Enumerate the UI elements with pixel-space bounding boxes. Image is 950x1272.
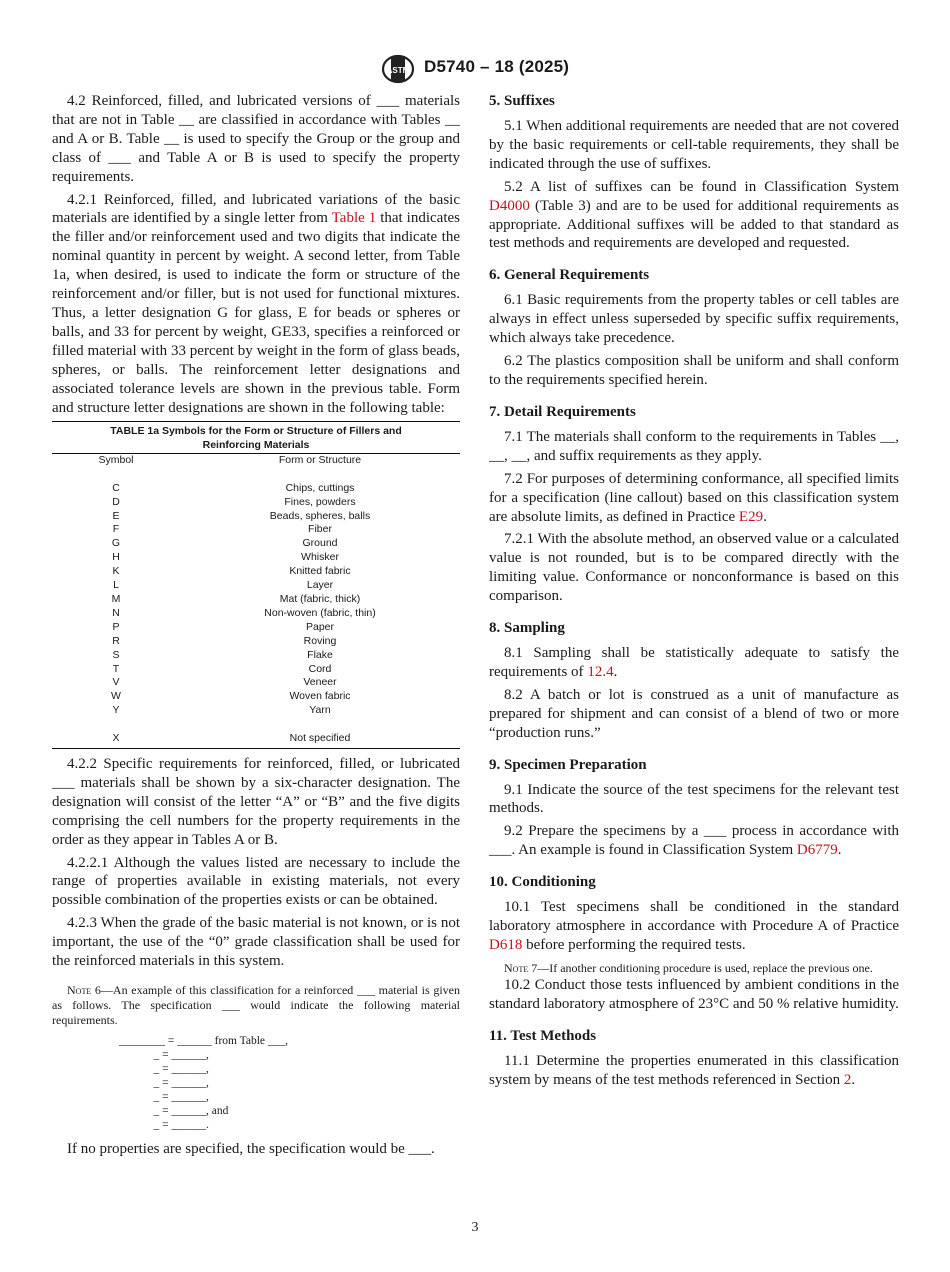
- example-line: _ = ______,: [119, 1091, 209, 1103]
- table-row: [52, 537, 460, 551]
- paragraph-4-2: 4.2 Reinforced, filled, and lubricated versions of ___ materials that are not in Table __ are classified in accordance with Tables __ and A or B. Table __ is used to specify the Group or the group and class of ___ and Table A or B is used to specify the property requirements.: [52, 93, 460, 185]
- paragraph-4-2-2: 4.2.2 Specific requirements for reinforced, filled, or lubricated ___ materials shall be shown by a six-character designation. The designation will consist of the letter “A” or “B” and the five digits comprising the cell numbers for the property requirements in the order as they appear in Tables A or B.: [52, 756, 460, 848]
- note-6: Note 6—An example of this classification for a reinforced ___ material is given as follows. The specification ___ would indicate the following material requirements.: [52, 983, 460, 1027]
- table-row: [52, 676, 460, 690]
- table-row: [52, 607, 460, 621]
- e29-link[interactable]: E29: [738, 508, 764, 525]
- paragraph-4-2-3: 4.2.3 When the grade of the basic material is not known, or is not important, the use of the “0” grade classification shall be used for the reinforced materials in this system.: [52, 915, 460, 970]
- table-1-link[interactable]: Table 1: [331, 210, 377, 227]
- table-1a-title: TABLE 1a Symbols for the Form or Structure of Fillers and Reinforcing Materials: [52, 422, 460, 453]
- astm-logo-icon: [380, 54, 416, 84]
- form-cell: Cord: [308, 662, 332, 675]
- table-row: [52, 523, 460, 537]
- table-row: [52, 510, 460, 524]
- form-cell: Yarn: [309, 704, 331, 717]
- table-row: [52, 565, 460, 579]
- section-title: 8. Sampling: [489, 620, 565, 637]
- form-cell: Knitted fabric: [289, 565, 351, 578]
- section-title: 10. Conditioning: [489, 874, 596, 891]
- table-row: [52, 496, 460, 510]
- paragraph-4-2-2-1: 4.2.2.1 Although the values listed are necessary to include the range of properties available in existing materials, not every possible combination of the properties exists or can be obtained.: [52, 854, 460, 909]
- column-header-form: Form or Structure: [278, 453, 362, 466]
- section-10: 10. Conditioning 10.1 Test specimens shall be conditioned in the standard laboratory atmosphere in accordance with Procedure A of Practice D618 before performing the required tests. Note 7—If another conditioning procedure is used, replace the previous one. 10.2 Conduct those tests influenced by ambient conditions in the standard laboratory atmosphere of 23°C and 50 % relative humidity.: [489, 874, 899, 1012]
- table-row: [52, 551, 460, 565]
- no-properties-sentence: If no properties are specified, the specification would be ___.: [67, 1141, 435, 1157]
- symbol-cell: C: [112, 481, 120, 494]
- table-body: [52, 482, 460, 718]
- symbol-cell: V: [112, 676, 120, 689]
- form-cell: Whisker: [301, 551, 339, 564]
- table-header-row: [52, 454, 460, 468]
- symbol-cell: G: [111, 537, 121, 550]
- symbol-cell: E: [112, 509, 120, 522]
- section-2-link[interactable]: 2: [843, 1071, 852, 1088]
- form-cell: Chips, cuttings: [285, 481, 355, 494]
- section-7: 7. Detail Requirements 7.1 The materials shall conform to the requirements in Tables __, __, __, and suffix requirements as they apply. 7.2 For purposes of determining conformance, all specified limits for a specification (line callout) based on this classification system are absolute limits, as defined in Practice E29. 7.2.1 With the absolute method, an observed value or a calculated value is not rounded, but is to be compared directly with the limiting value. Conformance or nonconformance is based on this comparison.: [489, 403, 899, 605]
- form-cell: Fiber: [308, 523, 332, 536]
- form-cell: Veneer: [303, 676, 337, 689]
- table-row: [52, 482, 460, 496]
- table-row: [52, 649, 460, 663]
- example-line: ________ = ______ from Table ___,: [119, 1035, 289, 1047]
- form-cell: Mat (fabric, thick): [279, 592, 361, 605]
- left-column: [52, 92, 460, 1159]
- page-number: 3: [471, 1220, 479, 1235]
- paragraph-4-2-1: 4.2.1 Reinforced, filled, and lubricated variations of the basic materials are identified by a single letter from Table 1 that indicates the filler and/or reinforcement used and two digits that indicate the nominal quantity in percent by weight. A second letter, from Table 1a, when desired, is used to indicate the form or structure of the reinforcement and/or filler, but is not used for functional mixtures. Thus, a letter designation G for glass, E for beads or spheres or balls, and 33 for percent by weight, GE33, specifies a reinforced or filled material with 33 percent by weight in the form of glass beads, spheres, or balls. The reinforcement letter designations and associated tolerance levels are shown in the previous table. Form and structure letter designations are shown in the following table:: [52, 191, 460, 416]
- form-cell: Paper: [305, 620, 335, 633]
- page-header: [0, 54, 950, 84]
- form-cell: Non-woven (fabric, thin): [264, 606, 376, 619]
- section-title: 7. Detail Requirements: [489, 403, 636, 420]
- section-5: 5. Suffixes 5.1 When additional requirements are needed that are not covered by the basic requirements or cell-table requirements, they shall be indicated through the use of suffixes. 5.2 A list of suffixes can be found in Classification System D4000 (Table 3) and are to be used for additional requirements as appropriate. Additional suffixes will be added to that standard as test methods and requirements are developed and requested.: [489, 93, 899, 252]
- form-cell: Roving: [303, 634, 337, 647]
- d4000-link[interactable]: D4000: [489, 197, 530, 214]
- table-row: [52, 621, 460, 635]
- form-cell: Fines, powders: [284, 495, 356, 508]
- form-cell: Layer: [306, 579, 334, 592]
- symbol-cell: M: [111, 592, 121, 605]
- symbol-cell: R: [112, 634, 120, 647]
- d618-link[interactable]: D618: [489, 937, 523, 953]
- example-line: _ = ______, and: [119, 1105, 229, 1117]
- table-row: [52, 635, 460, 649]
- table-row: [52, 663, 460, 677]
- symbol-cell: P: [112, 620, 120, 633]
- table-row: X Not specified: [112, 732, 351, 745]
- d6779-link[interactable]: D6779: [796, 842, 838, 859]
- symbol-cell: K: [112, 565, 120, 578]
- example-line: _ = ______,: [119, 1049, 209, 1061]
- symbol-cell: D: [112, 495, 120, 508]
- symbol-cell: F: [112, 523, 120, 536]
- table-row: [52, 704, 460, 718]
- note-7: Note 7—If another conditioning procedure is used, replace the previous one.: [504, 960, 873, 975]
- table-1a: [52, 421, 460, 749]
- section-title: 5. Suffixes: [489, 93, 555, 109]
- symbol-cell: N: [112, 606, 120, 619]
- section-9: 9. Specimen Preparation 9.1 Indicate the source of the test specimens for the relevant test methods. 9.2 Prepare the specimens by a ___ process in accordance with ___. An example is found in Classification System D6779.: [489, 756, 899, 859]
- symbol-cell: S: [112, 648, 120, 661]
- section-title: 9. Specimen Preparation: [489, 756, 647, 773]
- form-cell: Flake: [307, 648, 333, 661]
- table-row: [52, 690, 460, 704]
- right-column: [489, 92, 899, 1090]
- section-8: 8. Sampling 8.1 Sampling shall be statistically adequate to satisfy the requirements of 12.4. 8.2 A batch or lot is construed as a unit of manufacture as prepared for shipment and can consist of a blend of two or more “production runs.”: [489, 620, 899, 741]
- symbol-cell: W: [111, 690, 121, 703]
- symbol-cell: Y: [112, 704, 120, 717]
- symbol-cell: T: [112, 662, 120, 675]
- form-cell: Ground: [302, 537, 338, 550]
- classification-example: [119, 1034, 460, 1132]
- document-id: D5740 – 18 (2025): [424, 57, 570, 76]
- column-header-symbol: Symbol: [98, 453, 134, 466]
- section-title: 11. Test Methods: [489, 1027, 597, 1044]
- table-row: [52, 579, 460, 593]
- table-row: [52, 593, 460, 607]
- example-line: _ = ______.: [119, 1119, 209, 1131]
- symbol-cell: H: [112, 551, 120, 564]
- example-line: _ = ______,: [119, 1063, 209, 1075]
- form-cell: Woven fabric: [289, 690, 351, 703]
- form-cell: Beads, spheres, balls: [269, 509, 371, 522]
- svg-text:ASTM: ASTM: [386, 66, 410, 75]
- symbol-cell: L: [113, 579, 119, 592]
- section-title: 6. General Requirements: [489, 267, 650, 284]
- example-line: _ = ______,: [119, 1077, 209, 1089]
- section-12-4-link[interactable]: 12.4: [587, 663, 614, 680]
- section-11: 11. Test Methods 11.1 Determine the properties enumerated in this classification system by means of the test methods referenced in Section 2.: [489, 1027, 899, 1088]
- section-6: 6. General Requirements 6.1 Basic requirements from the property tables or cell tables are always in effect unless superseded by specific suffix requirements, which always take precedence. 6.2 The plastics composition shall be uniform and shall conform to the requirements specified herein.: [489, 267, 899, 388]
